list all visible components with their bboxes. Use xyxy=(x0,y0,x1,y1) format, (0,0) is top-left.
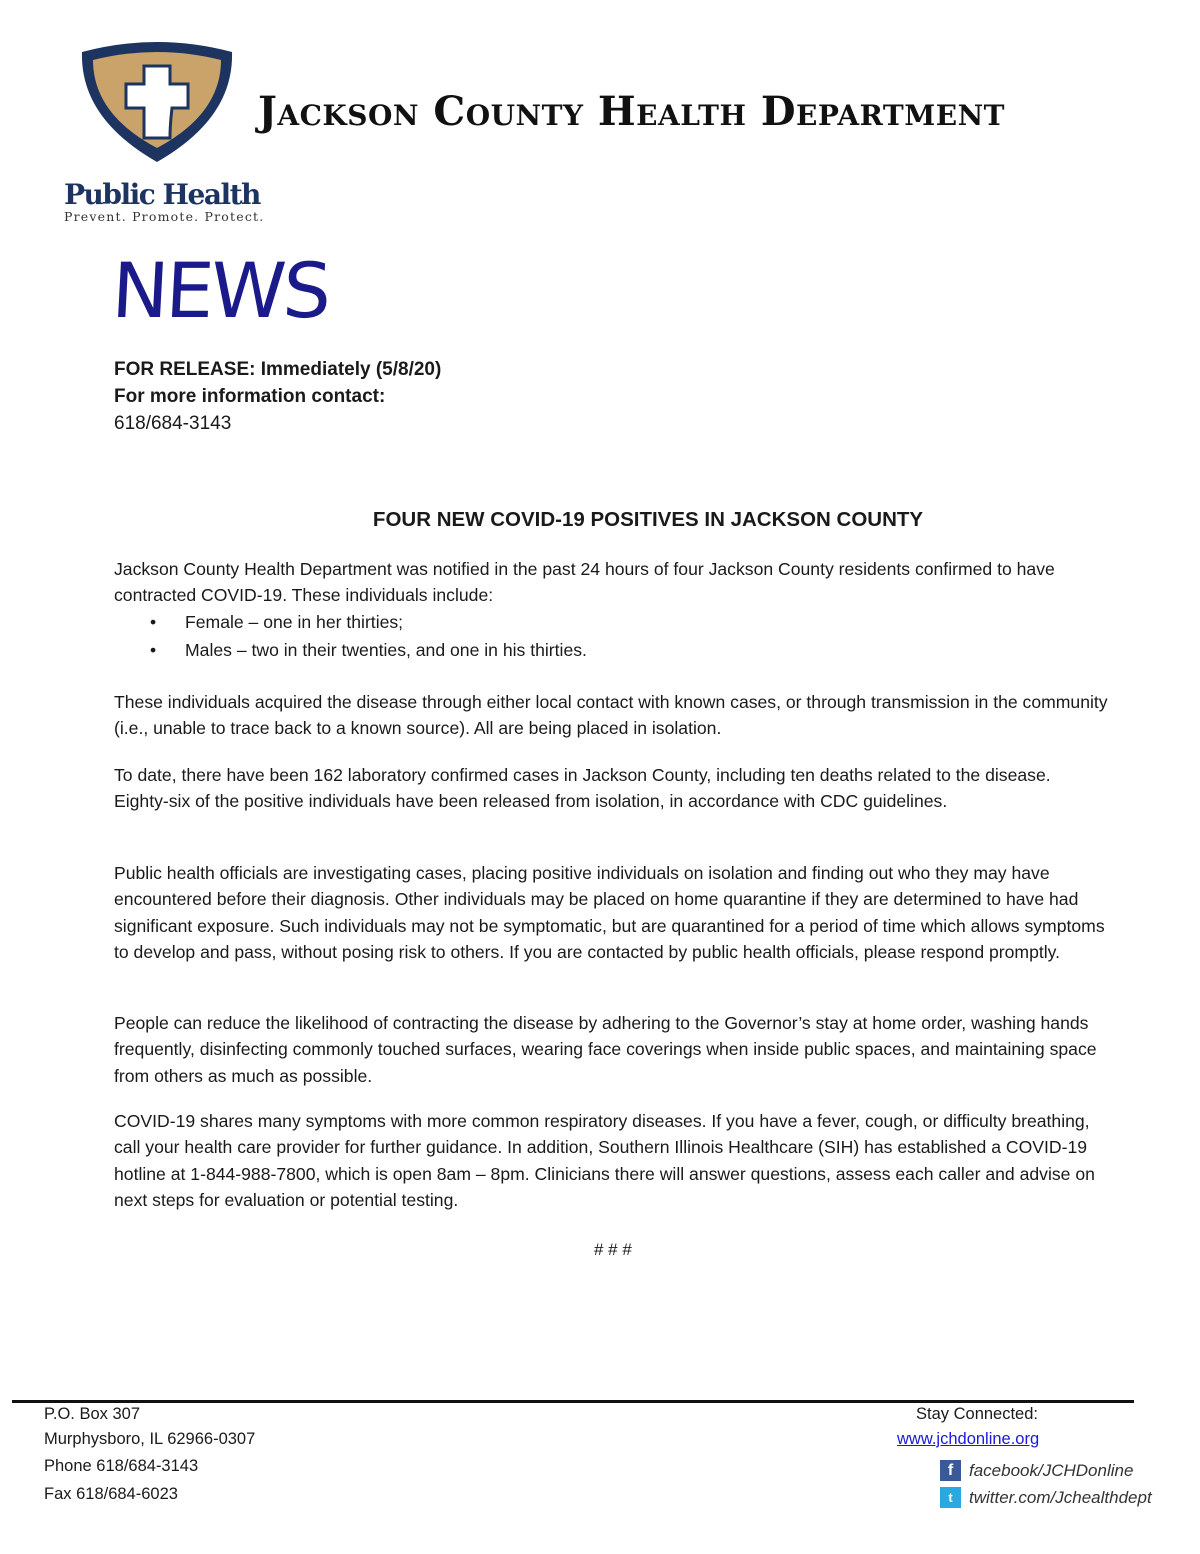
intro-paragraph: Jackson County Health Department was notified in the past 24 hours of four Jackson County residents confirmed to have contracted COVID-19. These individuals include: xyxy=(114,559,1055,606)
footer-address: P.O. Box 307 xyxy=(44,1405,141,1423)
list-item: • Female – one in her thirties; xyxy=(114,609,587,637)
public-health-logo-text: Public Health xyxy=(64,178,260,211)
facebook-link[interactable] xyxy=(940,1460,1133,1481)
paragraph: COVID-19 shares many symptoms with more common respiratory diseases. If you have a fever, cough, or difficulty breathing, call your health care provider for further guidance. In addition, Southern Illinois Healthcare (SIH) has established a COVID-19 hotline at 1-844-988-7800, which is open 8am – 8pm. Clinicians there will answer questions, assess each caller and advise on next steps for evaluation or potential testing. xyxy=(114,1111,1095,1211)
paragraph: These individuals acquired the disease through either local contact with known cases, or through transmission in the community (i.e., unable to trace back to a known source). All are being placed in isolation. xyxy=(114,692,1108,739)
logo-tagline: Prevent. Promote. Protect. xyxy=(64,209,265,224)
news-banner: NEWS xyxy=(109,246,331,335)
end-mark: # # # xyxy=(594,1240,632,1259)
shield-logo xyxy=(76,38,238,171)
contact-phone: 618/684-3143 xyxy=(114,413,232,434)
footer-city: Murphysboro, IL 62966-0307 xyxy=(44,1430,256,1448)
paragraph: To date, there have been 162 laboratory confirmed cases in Jackson County, including ten deaths related to the disease. Eighty-six of the positive individuals have been released from isolation, in accordance with CDC guidelines. xyxy=(114,765,1051,812)
twitter-handle[interactable]: twitter.com/Jchealthdept xyxy=(969,1487,1152,1507)
paragraph: Public health officials are investigating cases, placing positive individuals on isolation and finding out who they may have encountered before their diagnosis. Other individuals may be placed on home quarantine if they are determined to have had significant exposure. Such individuals may not be symptomatic, but are quarantined for a period of time which allows symptoms to develop and pass, without posing risk to others. If you are contacted by public health officials, please respond promptly. xyxy=(114,863,1105,963)
footer-fax: Fax 618/684-6023 xyxy=(44,1485,178,1503)
release-line: FOR RELEASE: Immediately (5/8/20) xyxy=(114,359,442,380)
department-title: Jackson County Health Department xyxy=(258,88,1006,135)
bullet-list xyxy=(114,609,587,664)
facebook-icon: f xyxy=(940,1460,961,1481)
facebook-handle[interactable]: facebook/JCHDonline xyxy=(969,1460,1134,1480)
footer-divider xyxy=(12,1400,1134,1403)
contact-label: For more information contact: xyxy=(114,386,386,407)
footer-phone: Phone 618/684-3143 xyxy=(44,1457,199,1475)
paragraph: People can reduce the likelihood of contracting the disease by adhering to the Governor’s stay at home order, washing hands frequently, disinfecting commonly touched surfaces, wearing face coverings when inside public spaces, and maintaining space from others as much as possible. xyxy=(114,1013,1097,1086)
twitter-link[interactable] xyxy=(940,1487,1152,1508)
stay-connected-label: Stay Connected: xyxy=(916,1405,1038,1423)
list-item: • Males – two in their twenties, and one in his thirties. xyxy=(114,637,587,665)
twitter-icon: t xyxy=(940,1487,961,1508)
website-link[interactable]: www.jchdonline.org xyxy=(897,1430,1040,1448)
headline: FOUR NEW COVID-19 POSITIVES IN JACKSON COUNTY xyxy=(372,508,924,531)
